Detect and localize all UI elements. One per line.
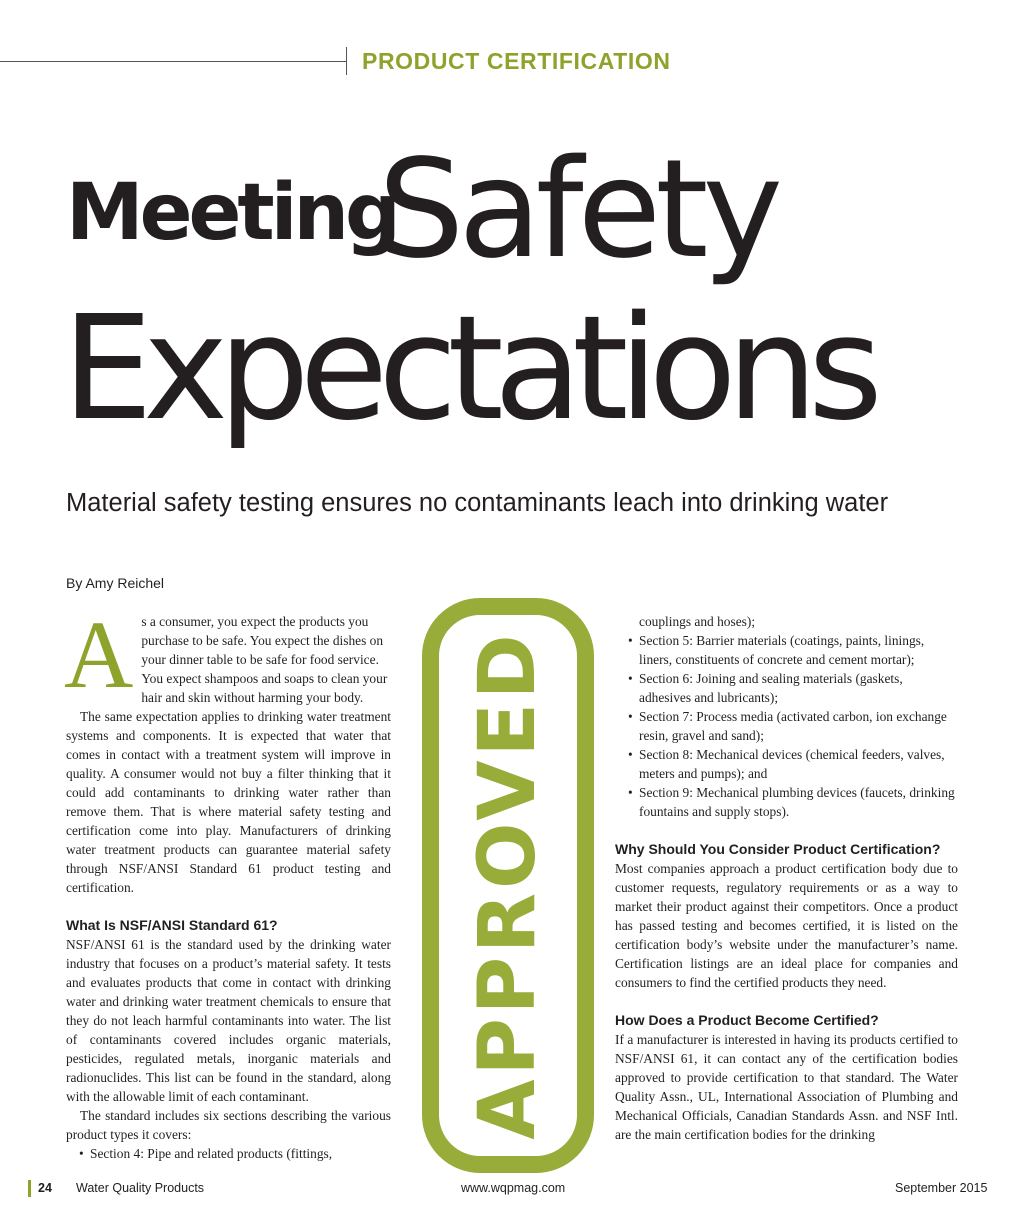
page-number: 24 bbox=[38, 1181, 52, 1195]
list-item: • Section 9: Mechanical plumbing devices (faucets, drinking fountains and supply stops). bbox=[628, 785, 955, 819]
section-list bbox=[615, 631, 958, 821]
intro-line: purchase to be safe. You expect the dishes on bbox=[141, 633, 384, 648]
title-word-meeting: Meeting bbox=[66, 168, 397, 258]
intro-line: s a consumer, you expect the products you bbox=[141, 614, 369, 629]
right-column bbox=[615, 612, 958, 1144]
section-heading: How Does a Product Become Certified? bbox=[615, 1012, 879, 1028]
intro-line: hair and skin without harming your body. bbox=[141, 690, 364, 705]
body-paragraph: Most companies approach a product certification body due to customer requests, regulatory requirements or as a way to market their product against their competitors. Once a product has passed testing and becomes certified, it is listed on the certification body’s website under the manufacturer’s name. Certification listings are an ideal place for companies and consumers to find the certified products they need. bbox=[615, 861, 958, 990]
intro-paragraph bbox=[64, 601, 391, 708]
body-paragraph: The standard includes six sections describing the various product types it covers: bbox=[66, 1108, 391, 1142]
website-url: www.wqpmag.com bbox=[461, 1181, 566, 1195]
title-word-expectations: Expectations bbox=[62, 284, 873, 452]
list-item-continued: couplings and hoses); bbox=[639, 614, 756, 629]
section-heading: Why Should You Consider Product Certification? bbox=[615, 841, 941, 857]
body-paragraph: The same expectation applies to drinking water treatment systems and components. It is expected that water that comes in contact with a treatment system will improve in quality. A consumer would not buy a filter thinking that it could add contaminants to drinking water rather than remove them. That is where material safety testing and certification come into play. Manufacturers of drinking water treatment products can guarantee material safety through NSF/ANSI Standard 61 product testing and certification. bbox=[66, 709, 391, 895]
list-item: • Section 4: Pipe and related products (fittings, bbox=[79, 1146, 333, 1161]
issue-date: September 2015 bbox=[895, 1181, 988, 1195]
article-subtitle: Material safety testing ensures no contaminants leach into drinking water bbox=[66, 489, 889, 517]
section-heading: What Is NSF/ANSI Standard 61? bbox=[66, 917, 278, 933]
list-item: • Section 6: Joining and sealing materials (gaskets, adhesives and lubricants); bbox=[628, 671, 903, 705]
title-word-safety: Safety bbox=[378, 131, 778, 289]
section-label: PRODUCT CERTIFICATION bbox=[362, 48, 671, 74]
list-item: • Section 8: Mechanical devices (chemical feeders, valves, meters and pumps); and bbox=[628, 747, 945, 781]
drop-cap: A bbox=[64, 601, 134, 708]
list-item: • Section 5: Barrier materials (coatings, paints, linings, liners, constituents of concrete and cement mortar); bbox=[628, 633, 925, 667]
footer-accent-bar bbox=[28, 1180, 31, 1197]
intro-line: your dinner table to be safe for food service. bbox=[141, 652, 379, 667]
body-paragraph: If a manufacturer is interested in having its products certified to NSF/ANSI 61, it can contact any of the certification bodies approved to provide certification to that standard. The Water Quality Assn., UL, International Association of Plumbing and Mechanical Officials, Canadian Standards Assn. and NSF Intl. are the main certification bodies for the drinking bbox=[615, 1032, 958, 1142]
header-rule-tick bbox=[346, 47, 347, 75]
left-column bbox=[64, 601, 391, 1163]
section-list bbox=[66, 1144, 391, 1163]
list-item: • Section 7: Process media (activated carbon, ion exchange resin, gravel and sand); bbox=[628, 709, 947, 743]
header-rule bbox=[0, 61, 346, 62]
approved-stamp-text: APPROVED bbox=[463, 630, 553, 1140]
body-paragraph: NSF/ANSI 61 is the standard used by the drinking water industry that focuses on a product’s material safety. It tests and evaluates products that come in contact with drinking water and drinking water treatment chemicals to ensure that they do not leach harmful contaminants into water. The list of contaminants covered includes organic materials, pesticides, regulated metals, inorganic materials and radionuclides. This list can be found in the standard, along with the allowable limit of each contaminant. bbox=[66, 937, 391, 1104]
intro-line: You expect shampoos and soaps to clean your bbox=[141, 671, 388, 686]
publication-name: Water Quality Products bbox=[76, 1181, 205, 1195]
byline: By Amy Reichel bbox=[66, 575, 165, 591]
